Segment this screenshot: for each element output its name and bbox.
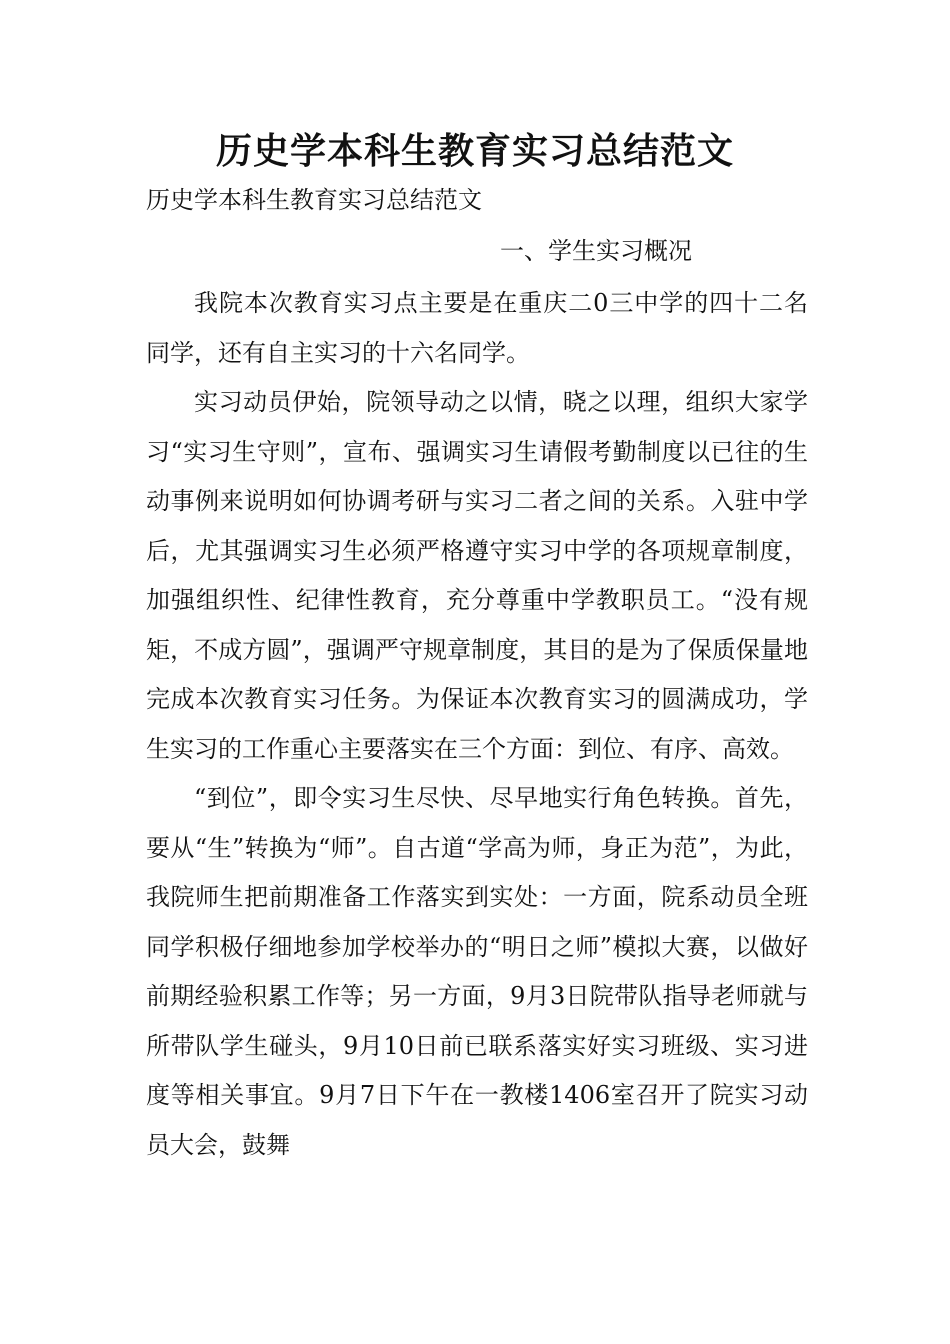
- document-title: 历史学本科生教育实习总结范文: [215, 131, 734, 172]
- paragraph: “到位”，即令实习生尽快、尽早地实行角色转换。首先，要从“生”转换为“师”。自古道“学高为师，身正为范”，为此，我院师生把前期准备工作落实到实处：一方面，院系动员全班同学积极仔细地参加学校举办的“明日之师”模拟大赛，以做好前期经验积累工作等；另一方面，9月3日院带队指导老师就与所带队学生碰头，9月10日前已联系落实好实习班级、实习进度等相关事宜。9月7日下午在一教楼1406室召开了院实习动员大会，鼓舞: [146, 784, 808, 1159]
- section-heading: 一、学生实习概况: [500, 237, 692, 265]
- document-subtitle: 历史学本科生教育实习总结范文: [146, 186, 482, 214]
- paragraph: 我院本次教育实习点主要是在重庆二0三中学的四十二名同学，还有自主实习的十六名同学。: [146, 289, 808, 367]
- document-body: [146, 279, 808, 1170]
- paragraph: 实习动员伊始，院领导动之以情，晓之以理，组织大家学习“实习生守则”，宣布、强调实习生请假考勤制度以已往的生动事例来说明如何协调考研与实习二者之间的关系。入驻中学后，尤其强调实习生必须严格遵守实习中学的各项规章制度，加强组织性、纪律性教育，充分尊重中学教职员工。“没有规矩，不成方圆”，强调严守规章制度，其目的是为了保质保量地完成本次教育实习任务。为保证本次教育实习的圆满成功，学生实习的工作重心主要落实在三个方面：到位、有序、高效。: [146, 388, 808, 763]
